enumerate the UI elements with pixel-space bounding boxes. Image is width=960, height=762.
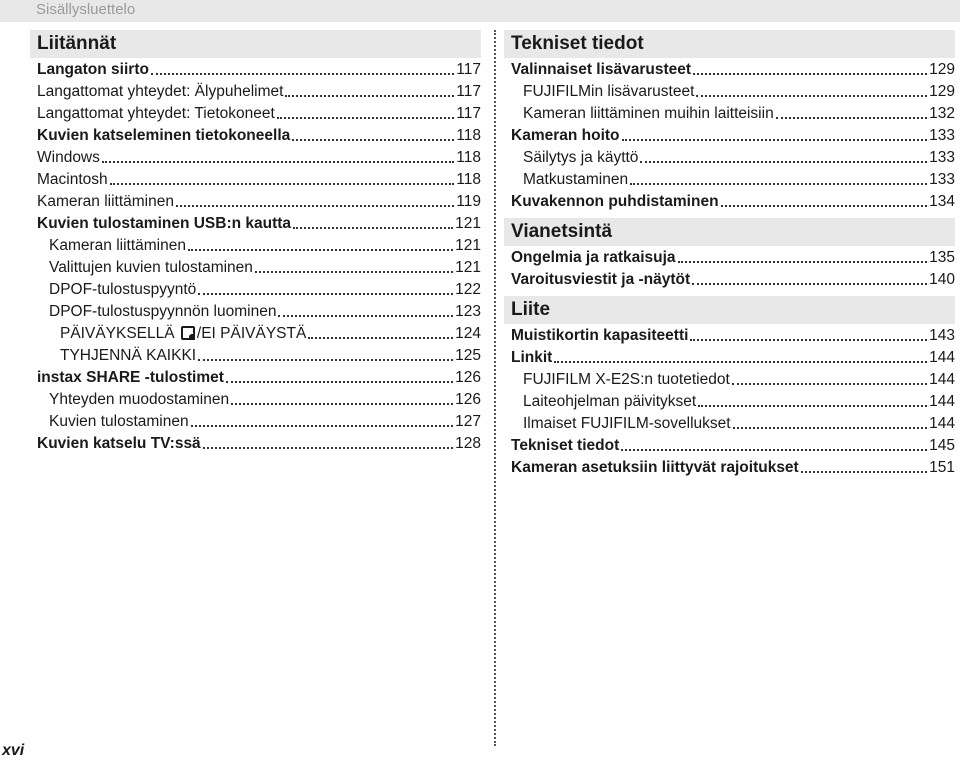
toc-entry-page: 126 [455,369,481,386]
dot-leader [198,293,453,295]
section-heading: Vianetsintä [504,218,955,246]
toc-entry[interactable] [504,368,955,390]
toc-entry-title: Kuvien tulostaminen [49,413,189,430]
dot-leader [776,117,927,119]
toc-entry-title: Kameran asetuksiin liittyvät rajoitukset [511,459,799,476]
toc-entry[interactable] [30,102,481,124]
dot-leader [732,383,927,385]
toc-entry-page: 122 [455,281,481,298]
toc-entry-page: 144 [929,349,955,366]
dot-leader [191,425,454,427]
toc-entry[interactable] [30,80,481,102]
toc-entry-page: 118 [456,149,481,166]
toc-entry-title: instax SHARE -tulostimet [37,369,224,386]
dot-leader [733,427,928,429]
toc-entry-page: 144 [929,415,955,432]
toc-entry[interactable] [30,322,481,344]
toc-entry-page: 121 [455,215,481,232]
toc-entry-title: Varoitusviestit ja -näytöt [511,271,691,288]
toc-entry-page: 126 [455,391,481,408]
toc-entry-title-part: PÄIVÄYKSELLÄ [60,325,179,342]
dot-leader [110,183,455,185]
toc-entry-page: 118 [456,171,481,188]
dot-leader [622,139,928,141]
dot-leader [678,261,928,263]
toc-list [504,58,955,212]
toc-entry[interactable] [30,190,481,212]
dot-leader [102,161,454,163]
toc-entry-page: 144 [929,393,955,410]
dot-leader [203,447,453,449]
dot-leader [621,449,927,451]
toc-entry-title: Kuvien tulostaminen USB:n kautta [37,215,292,232]
toc-entry-page: 133 [929,127,955,144]
toc-entry-page: 145 [929,437,955,454]
toc-entry[interactable] [504,168,955,190]
toc-entry-page: 124 [455,325,481,342]
dot-leader [226,381,453,383]
dot-leader [151,73,454,75]
toc-entry-page: 123 [455,303,481,320]
toc-entry[interactable] [30,58,481,80]
toc-entry[interactable] [30,256,481,278]
toc-entry[interactable] [30,124,481,146]
toc-entry-title: Matkustaminen [523,171,629,188]
toc-entry-title: Valinnaiset lisävarusteet [511,61,692,78]
toc-entry-title: Kameran liittäminen [49,237,186,254]
dot-leader [176,205,454,207]
toc-entry-page: 135 [929,249,955,266]
dot-leader [285,95,454,97]
toc-list [30,58,481,454]
dot-leader [308,337,453,339]
section-heading: Liitännät [30,30,481,58]
toc-entry-page: 125 [455,347,481,364]
dot-leader [698,405,927,407]
dot-leader [801,471,927,473]
toc-entry-title: Langattomat yhteydet: Älypuhelimet [37,83,284,100]
toc-entry[interactable] [504,190,955,212]
dot-leader [690,339,927,341]
toc-entry[interactable] [30,234,481,256]
toc-entry-title: Macintosh [37,171,108,188]
toc-entry[interactable] [504,80,955,102]
toc-entry-page: 134 [929,193,955,210]
toc-entry-title: Tekniset tiedot [511,437,620,454]
toc-entry-title: DPOF-tulostuspyynnön luominen [49,303,277,320]
dot-leader [721,205,928,207]
toc-entry-title: Valittujen kuvien tulostaminen [49,259,253,276]
toc-entry-title: Kameran liittäminen muihin laitteisiin [523,105,774,122]
page-number: xvi [2,742,25,759]
section-heading: Liite [504,296,955,324]
dot-leader [278,315,453,317]
dot-leader [188,249,453,251]
toc-entry-title: Yhteyden muodostaminen [49,391,230,408]
dot-leader [554,361,927,363]
toc-entry-page: 129 [929,61,955,78]
right-column [504,30,955,478]
toc-entry[interactable] [504,390,955,412]
toc-entry-page: 129 [929,83,955,100]
toc-entry[interactable] [504,268,955,290]
section-heading: Tekniset tiedot [504,30,955,58]
toc-entry-title: Langattomat yhteydet: Tietokoneet [37,105,275,122]
toc-entry[interactable] [504,146,955,168]
toc-entry-title: Säilytys ja käyttö [523,149,639,166]
column-divider [494,30,496,746]
toc-entry-page: 143 [929,327,955,344]
toc-entry[interactable] [504,102,955,124]
dot-leader [277,117,454,119]
toc-entry[interactable] [504,58,955,80]
header-bar [0,0,960,22]
toc-entry-title: Kuvien katseleminen tietokoneella [37,127,291,144]
left-column [30,30,481,454]
dot-leader [692,283,927,285]
dot-leader [693,73,927,75]
toc-entry[interactable] [504,124,955,146]
toc-entry-page: 151 [929,459,955,476]
toc-entry[interactable] [504,324,955,346]
toc-entry[interactable] [30,300,481,322]
toc-entry-page: 121 [455,259,481,276]
toc-entry-page: 117 [456,105,481,122]
toc-entry-page: 119 [456,193,481,210]
toc-entry-page: 133 [929,149,955,166]
dot-leader [293,227,453,229]
toc-entry-page: 140 [929,271,955,288]
dot-leader [231,403,453,405]
toc-entry-title: DPOF-tulostuspyyntö [49,281,197,298]
toc-entry-title: FUJIFILMin lisävarusteet [523,83,695,100]
toc-entry[interactable] [30,278,481,300]
toc-entry[interactable] [504,456,955,478]
dot-leader [255,271,453,273]
toc-entry[interactable] [30,212,481,234]
toc-entry-title: Ongelmia ja ratkaisuja [511,249,676,266]
toc-entry-page: 117 [456,83,481,100]
page-title: Sisällysluettelo [36,1,136,18]
toc-entry-page: 117 [456,61,481,78]
toc-entry-title: Laiteohjelman päivitykset [523,393,697,410]
dot-leader [292,139,454,141]
toc-list [504,246,955,290]
toc-entry-title: Kameran hoito [511,127,620,144]
toc-entry[interactable] [504,412,955,434]
dot-leader [198,359,453,361]
toc-entry-title: Langaton siirto [37,61,149,78]
toc-entry-page: 144 [929,371,955,388]
toc-entry-title: Kuvakennon puhdistaminen [511,193,719,210]
toc-entry[interactable] [30,388,481,410]
toc-entry-title: Kameran liittäminen [37,193,174,210]
toc-entry-title: Windows [37,149,100,166]
toc-entry-page: 128 [455,435,481,452]
toc-entry-title: TYHJENNÄ KAIKKI [60,347,197,364]
toc-entry-title: FUJIFILM X-E2S:n tuotetiedot [523,371,730,388]
toc-entry-title: Muistikortin kapasiteetti [511,327,689,344]
toc-entry[interactable] [30,366,481,388]
toc-entry[interactable] [30,410,481,432]
dot-leader [640,161,927,163]
toc-entry-title: Kuvien katselu TV:ssä [37,435,201,452]
toc-entry-title: Ilmaiset FUJIFILM-sovellukset [523,415,731,432]
toc-entry[interactable] [30,432,481,454]
toc-entry[interactable] [504,346,955,368]
toc-entry[interactable] [504,434,955,456]
toc-entry[interactable] [504,246,955,268]
toc-entry-page: 121 [455,237,481,254]
toc-entry[interactable] [30,168,481,190]
toc-entry[interactable] [30,344,481,366]
toc-entry[interactable] [30,146,481,168]
toc-entry-page: 127 [455,413,481,430]
toc-entry-title-part: /EI PÄIVÄYSTÄ [196,325,307,342]
toc-entry-page: 118 [456,127,481,144]
dot-leader [696,95,927,97]
toc-entry-page: 132 [929,105,955,122]
toc-entry-page: 133 [929,171,955,188]
dot-leader [630,183,927,185]
toc-entry-title: Linkit [511,349,553,366]
toc-entry-title [60,324,306,344]
toc-list [504,324,955,478]
date-stamp-icon [181,326,195,340]
